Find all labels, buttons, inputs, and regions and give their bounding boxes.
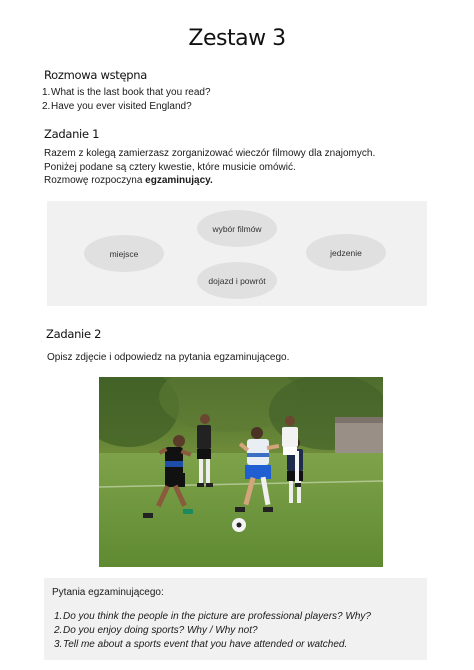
list-item: 1.Do you think the people in the picture are professional players? Why? — [54, 611, 371, 622]
page-title: Zestaw 3 — [188, 26, 286, 51]
list-item: 3.Tell me about a sports event that you have attended or watched. — [54, 639, 348, 650]
task1-line: Rozmowę rozpoczyna egzaminujący. — [44, 175, 213, 186]
topic-oval-right: jedzenie — [306, 234, 386, 271]
topics-diagram — [47, 201, 427, 306]
task1-instructions — [44, 147, 444, 188]
topic-oval-bottom: dojazd i powrót — [197, 262, 277, 299]
task1-heading: Zadanie 1 — [44, 127, 100, 141]
examiner-questions-heading: Pytania egzaminującego: — [52, 587, 164, 598]
examiner-questions-box — [44, 578, 427, 660]
intro-heading: Rozmowa wstępna — [44, 68, 148, 82]
task2-instruction: Opisz zdjęcie i odpowiedz na pytania egzaminującego. — [47, 352, 290, 363]
soccer-photo — [99, 377, 383, 567]
list-item: 1.What is the last book that you read? — [42, 87, 211, 98]
topic-oval-top: wybór filmów — [197, 210, 277, 247]
task2-heading: Zadanie 2 — [46, 327, 102, 341]
intro-questions — [42, 86, 211, 114]
examiner-questions — [54, 610, 371, 652]
list-item: 2.Do you enjoy doing sports? Why / Why not? — [54, 625, 258, 636]
list-item: 2.Have you ever visited England? — [42, 101, 192, 112]
task1-line: Poniżej podane są cztery kwestie, które musicie omówić. — [44, 161, 296, 173]
task1-line: Razem z kolegą zamierzasz zorganizować wieczór filmowy dla znajomych. — [44, 148, 376, 159]
topic-oval-left: miejsce — [84, 235, 164, 272]
